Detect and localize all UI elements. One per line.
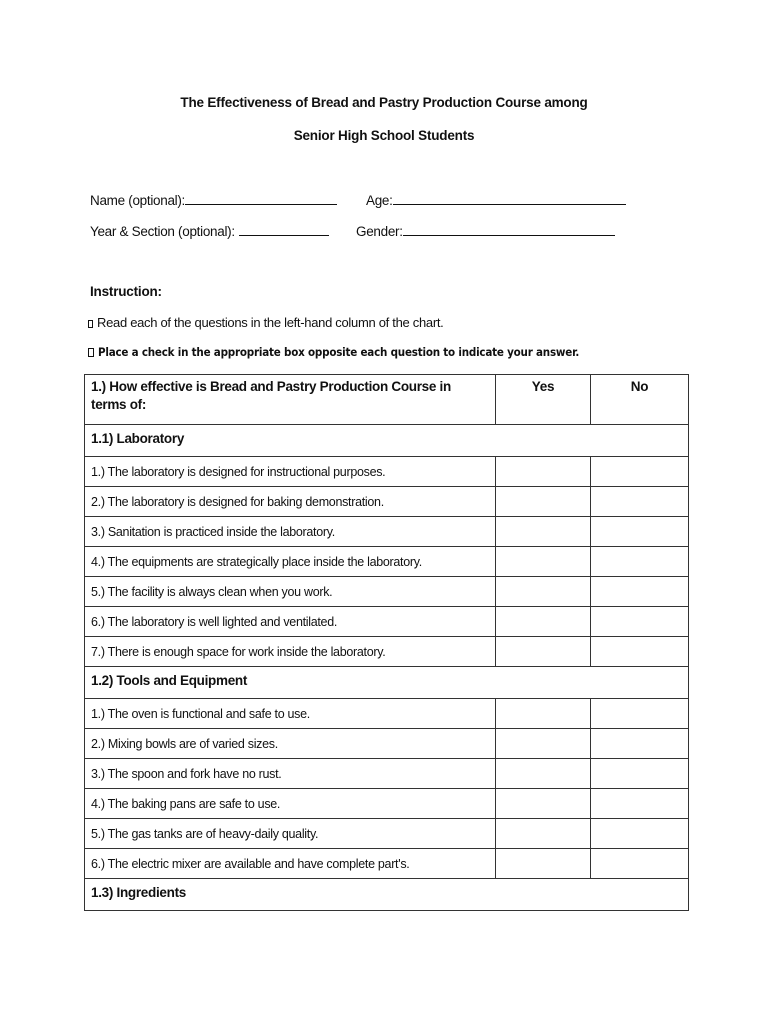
no-checkbox-cell[interactable] [591,819,689,849]
no-header: No [591,375,689,425]
table-row [85,759,689,789]
table-header-row [85,375,689,425]
survey-table [84,374,689,911]
yes-checkbox-cell[interactable] [496,759,591,789]
section-row [85,667,689,699]
no-checkbox-cell[interactable] [591,789,689,819]
yes-checkbox-cell[interactable] [496,457,591,487]
question-header: 1.) How effective is Bread and Pastry Production Course in terms of: [85,375,496,425]
question-text: 4.) The baking pans are safe to use. [85,789,496,819]
yes-checkbox-cell[interactable] [496,699,591,729]
year-section-field[interactable] [90,223,329,239]
section-title: 1.3) Ingredients [85,879,689,911]
no-checkbox-cell[interactable] [591,759,689,789]
table-row [85,547,689,577]
table-row [85,637,689,667]
age-field[interactable] [366,192,626,208]
yes-checkbox-cell[interactable] [496,849,591,879]
yes-checkbox-cell[interactable] [496,577,591,607]
yes-checkbox-cell[interactable] [496,607,591,637]
table-row [85,487,689,517]
no-checkbox-cell[interactable] [591,547,689,577]
no-checkbox-cell[interactable] [591,849,689,879]
document-title-line-2: Senior High School Students [293,128,475,143]
gender-field[interactable] [356,223,615,239]
gender-label: Gender: [356,224,403,239]
instruction-step-2-text: Place a check in the appropriate box opposite each question to indicate your answer. [98,345,580,359]
table-row [85,577,689,607]
table-row [85,457,689,487]
question-text: 3.) The spoon and fork have no rust. [85,759,496,789]
instruction-heading: Instruction: [90,284,162,299]
question-text: 6.) The electric mixer are available and have complete part's. [85,849,496,879]
yes-checkbox-cell[interactable] [496,819,591,849]
age-blank-line[interactable] [393,192,626,205]
yes-checkbox-cell[interactable] [496,789,591,819]
question-text: 6.) The laboratory is well lighted and ventilated. [85,607,496,637]
name-field[interactable] [90,192,337,208]
name-label: Name (optional): [90,193,185,208]
instruction-step-1 [88,315,443,330]
question-text: 7.) There is enough space for work inside the laboratory. [85,637,496,667]
table-row [85,607,689,637]
table-row [85,849,689,879]
bullet-box-icon [88,320,93,328]
name-blank-line[interactable] [185,192,337,205]
question-text: 5.) The facility is always clean when you work. [85,577,496,607]
table-row [85,699,689,729]
table-row [85,729,689,759]
no-checkbox-cell[interactable] [591,607,689,637]
question-text: 1.) The oven is functional and safe to use. [85,699,496,729]
no-checkbox-cell[interactable] [591,699,689,729]
year-section-blank-line[interactable] [239,223,329,236]
yes-checkbox-cell[interactable] [496,517,591,547]
instruction-step-1-text: Read each of the questions in the left-hand column of the chart. [97,315,444,330]
table-row [85,517,689,547]
table-row [85,789,689,819]
age-label: Age: [366,193,393,208]
question-text: 3.) Sanitation is practiced inside the laboratory. [85,517,496,547]
year-section-label: Year & Section (optional): [90,224,235,239]
no-checkbox-cell[interactable] [591,577,689,607]
yes-checkbox-cell[interactable] [496,487,591,517]
no-checkbox-cell[interactable] [591,637,689,667]
yes-checkbox-cell[interactable] [496,547,591,577]
section-row [85,879,689,911]
table-row [85,819,689,849]
yes-header: Yes [496,375,591,425]
question-text: 1.) The laboratory is designed for instructional purposes. [85,457,496,487]
question-text: 2.) Mixing bowls are of varied sizes. [85,729,496,759]
no-checkbox-cell[interactable] [591,517,689,547]
question-text: 4.) The equipments are strategically place inside the laboratory. [85,547,496,577]
section-title: 1.1) Laboratory [85,425,689,457]
section-title: 1.2) Tools and Equipment [85,667,689,699]
yes-checkbox-cell[interactable] [496,729,591,759]
no-checkbox-cell[interactable] [591,729,689,759]
instruction-step-2 [88,345,579,359]
document-title-line-1: The Effectiveness of Bread and Pastry Production Course among [180,95,588,110]
section-row [85,425,689,457]
yes-checkbox-cell[interactable] [496,637,591,667]
no-checkbox-cell[interactable] [591,487,689,517]
bullet-box-icon [88,348,94,357]
question-text: 5.) The gas tanks are of heavy-daily quality. [85,819,496,849]
no-checkbox-cell[interactable] [591,457,689,487]
question-text: 2.) The laboratory is designed for baking demonstration. [85,487,496,517]
gender-blank-line[interactable] [403,223,615,236]
